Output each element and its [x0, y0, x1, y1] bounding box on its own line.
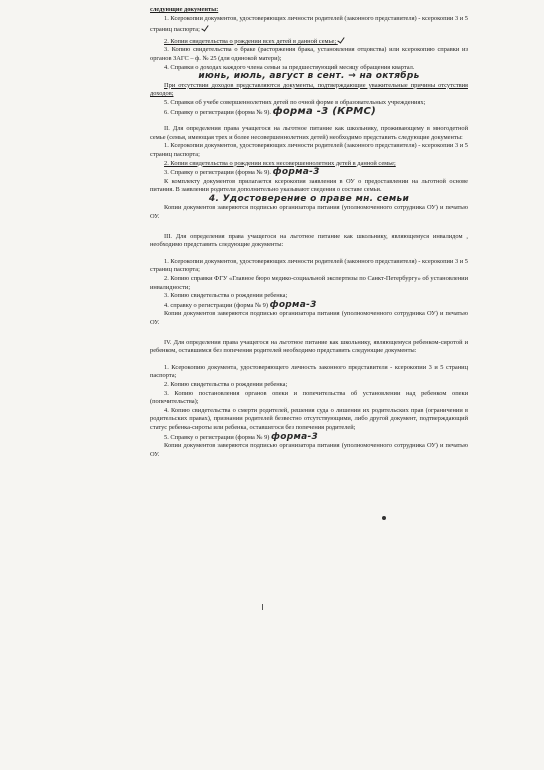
section1-heading: следующие документы: [150, 6, 219, 13]
s1-item-6: 6. Справку о регистрации (форма № 9). форма -3 (КРМС) [164, 105, 377, 117]
s2-item-3: 3. Справку о регистрации (форма № 9). форма-3 [164, 167, 320, 178]
s2-item-2: 2. Копии свидетельства о рождении всех несовершеннолетних детей в данной семье; [164, 159, 396, 167]
check-mark-icon [338, 35, 348, 43]
spacer [150, 117, 468, 125]
ink-mark [262, 604, 263, 610]
s4-item-1: 1. Ксерокопию документа, удостоверяющего личность законного представителя - ксерокопии 3 и 5 страниц паспорта; [150, 363, 468, 380]
s3-footer: Копии документов заверяются подписью организатора питания (уполномоченного сотрудника ОУ) и печатью ОУ. [150, 310, 468, 326]
s2-footer: Копии документов заверяются подписью организатора питания (уполномоченного сотрудника ОУ) и печатью ОУ. [150, 204, 468, 221]
s1-item-4-note: При отсутствии доходов представляются документы, подтверждающие уважительные причины отсутствия доходов; [150, 81, 468, 98]
s4-item-3: 3. Копию постановления органов опеки и попечительства об установлении над ребенком опеки (попечительства); [150, 389, 468, 406]
s1-item-4: 4. Справки о доходах каждого члена семьи за предшествующий месяцу обращения квартал. [164, 63, 415, 71]
s2-note: К комплекту документов прилагается ксерокопия заявления в ОУ о предоставлении на льготной основе питания. В заявлении родители дополнительно указывают сведения о составе семьи. [150, 177, 468, 194]
s4-item-5: 5. Справку о регистрации (форма № 9) форма-3 [164, 431, 319, 442]
spacer [150, 356, 468, 364]
document-body [150, 6, 468, 459]
s2-item-4-handwriting: 4. Удостоверение о праве мн. семьи [208, 193, 410, 204]
s4-item-2: 2. Копию свидетельства о рождении ребенка; [164, 380, 288, 388]
s3-item-4: 4. справку о регистрации (форма № 9) форма-3 [164, 299, 317, 310]
s1-item-3: 3. Копию свидетельства о браке (расторжения брака, установления отцовства) или ксерокопию справки из органов ЗАГС – ф. № 25 (для одинокой матери); [150, 46, 468, 62]
s2-item-1: 1. Ксерокопии документов, удостоверяющих личности родителей (законного представителя) - ксерокопии 3 и 5 страниц паспорта; [150, 142, 468, 158]
s3-item-2: 2. Копию справки ФГУ «Главное бюро медико-социальной экспертизы по Санкт-Петербургу» об установлении инвалидности; [150, 275, 468, 291]
section4-intro: IV. Для определения права учащегося на льготное питание как школьнику, являющемуся ребенком-сиротой и ребенком, оставшимся без попечения родителей необходимо представить следующие документы: [150, 338, 468, 355]
section3-intro: III. Для определения права учащегося на льготное питание как школьнику, являющемуся инвалидом , необходимо представить следующие документы: [150, 232, 468, 249]
s1-item-5: 5. Справки об учебе совершеннолетних детей по очной форме в образовательных учреждениях; [164, 98, 426, 106]
s1-item-1: 1. Ксерокопии документов, удостоверяющих личности родителей (законного представителя) - ксерокопии 3 и 5 страниц паспорта; [150, 14, 468, 34]
s3-item-3: 3. Копию свидетельства о рождении ребенка; [164, 292, 288, 300]
spacer [150, 328, 468, 339]
section2-intro: II. Для определения права учащегося на льготное питание как школьнику, проживающему в многодетной семье (семья, имеющая трех и более несовершеннолетних детей) необходимо представить следующие документы: [150, 125, 468, 141]
spacer [150, 250, 468, 258]
check-mark-icon [202, 23, 212, 31]
spacer [150, 222, 468, 233]
s1-item-2: 2. Копии свидетельства о рождении всех детей в данной семье; [150, 35, 468, 47]
ink-dot [382, 516, 386, 520]
s1-item-4-handwriting: июнь, июль, август в сент. → на октябрь [198, 71, 420, 82]
s3-item-1: 1. Ксерокопии документов, удостоверяющих личности родителей (законного представителя) - ксерокопии 3 и 5 страниц паспорта; [150, 257, 468, 274]
s4-item-4: 4. Копию свидетельства о смерти родителей, решения суда о лишении их родительских прав (ограничении в родительских правах), признании родителей безвестно отсутствующими, либо другой документ, подтверждающий статус ребенка-сироты или ребенка, оставшегося без попечения родителей; [150, 406, 468, 431]
s4-footer: Копии документов заверяются подписью организатора питания (уполномоченного сотрудника ОУ) и печатью ОУ. [150, 442, 468, 458]
